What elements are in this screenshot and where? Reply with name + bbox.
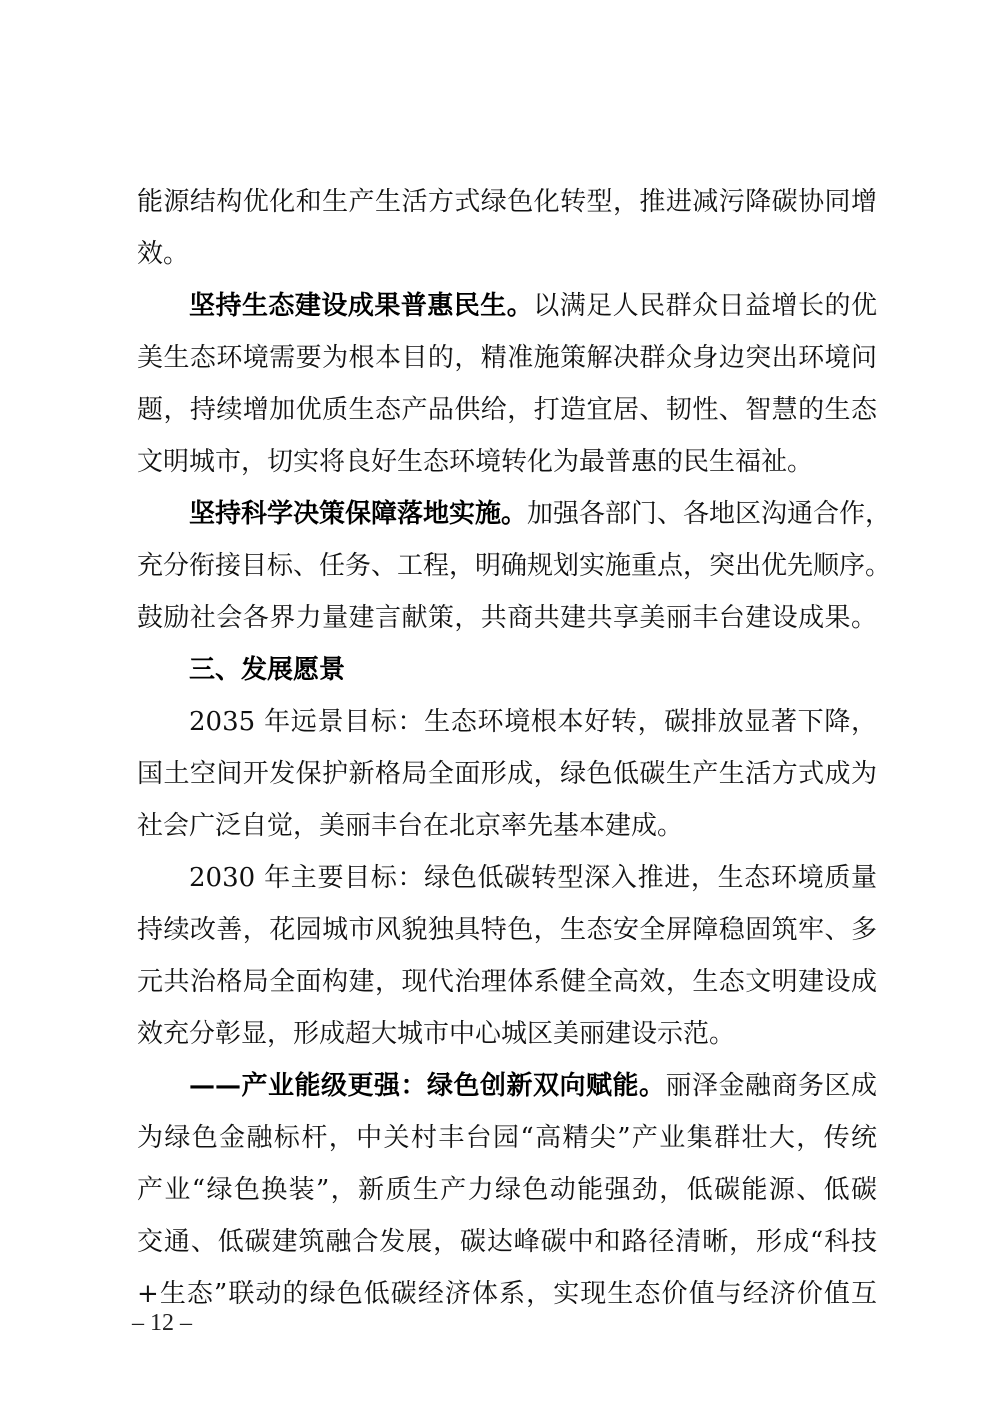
paragraph-line: 效充分彰显，形成超大城市中心城区美丽建设示范。 <box>137 1019 736 1049</box>
paragraph-line: 产业“绿色换装”，新质生产力绿色动能强劲，低碳能源、低碳 <box>137 1175 877 1205</box>
paragraph-line: 持续改善，花园城市风貌独具特色，生态安全屏障稳固筑牢、多 <box>137 915 877 945</box>
paragraph-line: 能源结构优化和生产生活方式绿色化转型，推进减污降碳协同增 <box>137 187 877 217</box>
text-run: 丽泽金融商务区成 <box>665 1071 877 1101</box>
page-number: – 12 – <box>132 1310 192 1336</box>
paragraph-line: 2030 年主要目标：绿色低碳转型深入推进，生态环境质量 <box>189 863 877 893</box>
paragraph-line: 文明城市，切实将良好生态环境转化为最普惠的民生福祉。 <box>137 447 814 477</box>
paragraph-line: 效。 <box>137 239 190 269</box>
paragraph-line: 2035 年远景目标：生态环境根本好转，碳排放显著下降， <box>189 707 877 737</box>
paragraph-line: 国土空间开发保护新格局全面形成，绿色低碳生产生活方式成为 <box>137 759 877 789</box>
section-heading: 三、发展愿景 <box>189 655 346 685</box>
paragraph-line <box>189 1066 877 1106</box>
paragraph-line: 元共治格局全面构建，现代治理体系健全高效，生态文明建设成 <box>137 967 877 997</box>
paragraph-line: 题，持续增加优质生态产品供给，打造宜居、韧性、智慧的生态 <box>137 395 877 425</box>
text-run: 加强各部门、各地区沟通合作， <box>527 499 892 529</box>
paragraph-line: 交通、低碳建筑融合发展，碳达峰碳中和路径清晰，形成“科技 <box>137 1227 877 1257</box>
paragraph-line: 美生态环境需要为根本目的，精准施策解决群众身边突出环境问 <box>137 343 877 373</box>
paragraph-line: 充分衔接目标、任务、工程，明确规划实施重点，突出优先顺序。 <box>137 551 892 581</box>
bold-lead: 坚持科学决策保障落地实施。 <box>189 499 528 529</box>
paragraph-line: +生态”联动的绿色低碳经济体系，实现生态价值与经济价值互 <box>137 1279 877 1309</box>
paragraph-line: 社会广泛自觉，美丽丰台在北京率先基本建成。 <box>137 811 684 841</box>
bold-lead: ——产业能级更强：绿色创新双向赋能。 <box>189 1071 666 1101</box>
paragraph-line: 为绿色金融标杆，中关村丰台园“高精尖”产业集群壮大，传统 <box>137 1123 877 1153</box>
text-run: 以满足人民群众日益增长的优 <box>533 291 877 321</box>
paragraph-line <box>189 286 877 326</box>
bold-lead: 坚持生态建设成果普惠民生。 <box>189 291 534 321</box>
paragraph-line <box>189 494 892 534</box>
paragraph-line: 鼓励社会各界力量建言献策，共商共建共享美丽丰台建设成果。 <box>137 603 877 633</box>
